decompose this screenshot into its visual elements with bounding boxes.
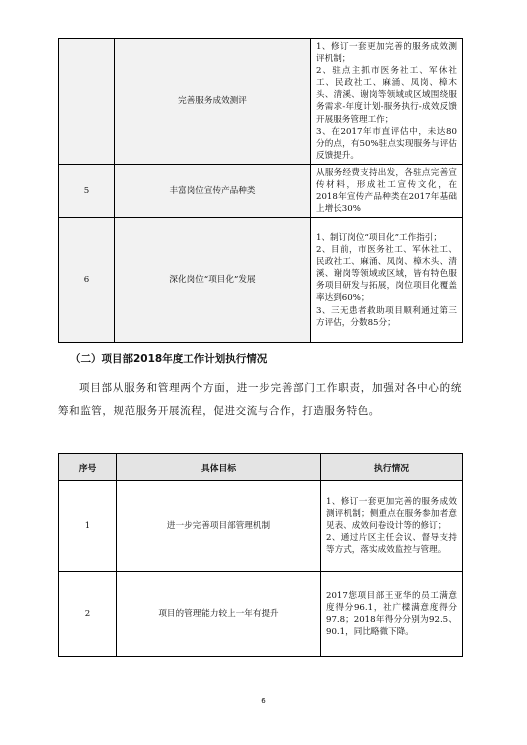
row-target: 丰富岗位宣传产品种类 <box>115 164 311 217</box>
table-header-row <box>59 454 463 481</box>
header-target: 具体目标 <box>117 454 321 481</box>
table-row <box>59 39 463 165</box>
row-target: 进一步完善项目部管理机制 <box>117 481 321 572</box>
row-status: 1、修订一套更加完善的服务成效测评机制；侧重点在服务参加者意见表、成效问卷设计等的修订； 2、通过片区主任会议、督导支持等方式，落实成效监控与管理。 <box>321 481 463 572</box>
row-status: 2017您项目部王亚华的员工满意度得分96.1，社广樑满意度得分97.8；2018年得分分别为92.5、90.1，同比略微下降。 <box>321 572 463 657</box>
row-number: 5 <box>59 164 115 217</box>
project-plan-table <box>58 453 463 657</box>
row-number: 1 <box>59 481 117 572</box>
continued-plan-table <box>58 38 463 343</box>
table-row <box>59 164 463 217</box>
row-number <box>59 39 115 165</box>
row-target: 深化岗位“项目化”发展 <box>115 218 311 343</box>
row-number: 6 <box>59 218 115 343</box>
row-number: 2 <box>59 572 117 657</box>
table-row <box>59 572 463 657</box>
row-target: 项目的管理能力较上一年有提升 <box>117 572 321 657</box>
header-number: 序号 <box>59 454 117 481</box>
section-paragraph: 项目部从服务和管理两个方面，进一步完善部门工作职责，加强对各中心的统筹和监管，规范服务开展流程，促进交流与合作，打造服务特色。 <box>58 382 462 417</box>
row-target: 完善服务成效测评 <box>115 39 311 165</box>
table-row <box>59 218 463 343</box>
header-status: 执行情况 <box>321 454 463 481</box>
section-title: （二）项目部2018年度工作计划执行情况 <box>70 353 268 365</box>
table-row <box>59 481 463 572</box>
page-number: 6 <box>261 697 266 705</box>
row-status: 1、修订一套更加完善的服务成效测评机制； 2、驻点主抓市医务社工、军休社工、民政社工、麻涌、凤岗、樟木头、清溪、谢岗等领域或区域围绕服务需求-年度计划-服务执行-成效反馈开展服务管理工作； 3、在2017年市直评估中，未达80分的点，有50%驻点实现服务与评估反馈提升。 <box>311 39 463 165</box>
row-status: 从服务经费支持出发，各驻点完善宣传材料，形成社工宣传文化，在2018年宣传产品种类在2017年基础上增长30% <box>311 164 463 217</box>
row-status: 1、制订岗位“项目化”工作指引； 2、目前，市医务社工、军休社工、民政社工、麻涌、凤岗、樟木头、清溪、谢岗等领域或区域，皆有特色服务项目研发与拓展，岗位项目化覆盖率达到60%； 3、三无患者救助项目顺利通过第三方评估，分数85分； <box>311 218 463 343</box>
